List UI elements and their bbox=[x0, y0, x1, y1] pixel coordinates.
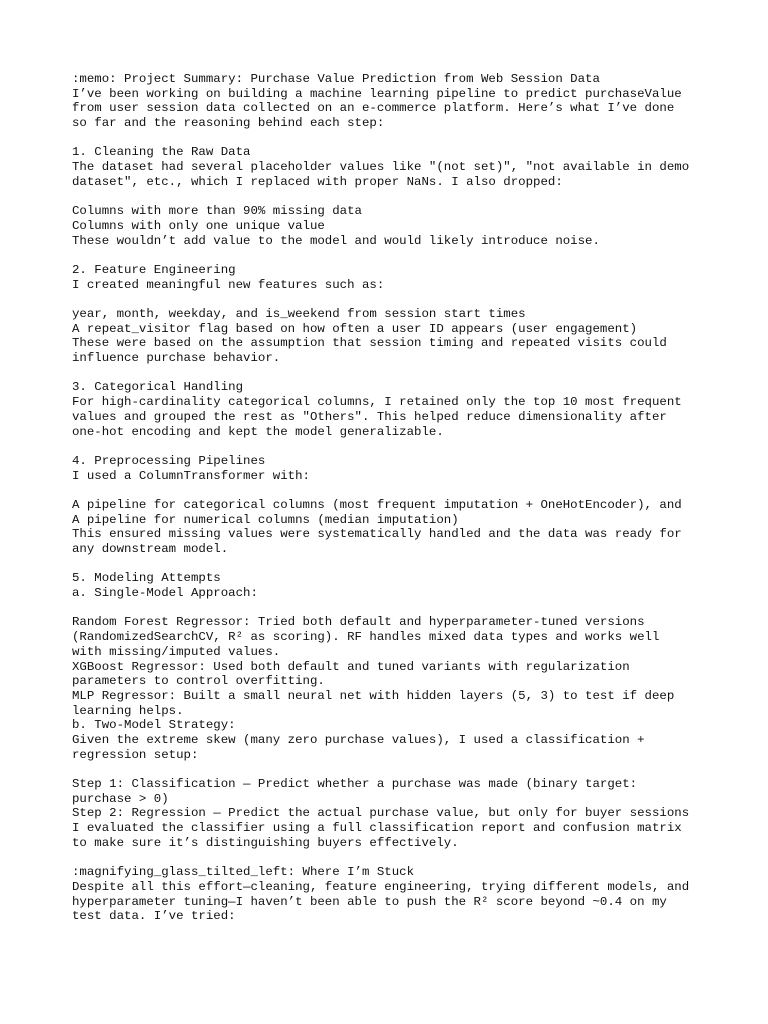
text-line: This ensured missing values were systematically handled and the data was ready for bbox=[72, 527, 682, 542]
text-line: For high-cardinality categorical columns, I retained only the top 10 most frequent bbox=[72, 395, 682, 410]
text-line: so far and the reasoning behind each step: bbox=[72, 116, 385, 131]
text-line: Step 2: Regression — Predict the actual purchase value, but only for buyer sessions bbox=[72, 806, 690, 821]
text-line: parameters to control overfitting. bbox=[72, 674, 325, 689]
blank-line bbox=[72, 483, 712, 498]
text-line: any downstream model. bbox=[72, 542, 229, 556]
text-line: test data. I’ve tried: bbox=[72, 909, 236, 924]
document-page bbox=[72, 72, 712, 924]
text-line: influence purchase behavior. bbox=[72, 351, 281, 366]
text-line: a. Single-Model Approach: bbox=[72, 586, 258, 601]
text-line: :magnifying_glass_tilted_left: Where I’m Stuck bbox=[72, 865, 415, 880]
text-line: 4. Preprocessing Pipelines bbox=[72, 453, 266, 468]
blank-line bbox=[72, 190, 712, 205]
text-line: I used a ColumnTransformer with: bbox=[72, 468, 310, 483]
text-line: These were based on the assumption that session timing and repeated visits could bbox=[72, 336, 667, 351]
blank-line bbox=[72, 762, 712, 777]
blank-line bbox=[72, 601, 712, 616]
blank-line bbox=[72, 292, 712, 307]
text-line: 1. Cleaning the Raw Data bbox=[72, 145, 251, 160]
text-line: with missing/imputed values. bbox=[72, 644, 281, 659]
text-line: Despite all this effort—cleaning, feature engineering, trying different models, and bbox=[72, 879, 690, 894]
text-line: These wouldn’t add value to the model and would likely introduce noise. bbox=[72, 233, 600, 248]
text-line: 5. Modeling Attempts bbox=[72, 571, 221, 586]
text-line: :memo: Project Summary: Purchase Value Prediction from Web Session Data bbox=[72, 72, 600, 86]
text-line: to make sure it’s distinguishing buyers effectively. bbox=[72, 835, 459, 850]
blank-line bbox=[72, 248, 712, 263]
text-line: I evaluated the classifier using a full classification report and confusion matrix bbox=[72, 821, 682, 836]
text-line: hyperparameter tuning—I haven’t been able to push the R² score beyond ~0.4 on my bbox=[72, 894, 667, 909]
text-line: one-hot encoding and kept the model generalizable. bbox=[72, 424, 444, 439]
text-line: Random Forest Regressor: Tried both default and hyperparameter-tuned versions bbox=[72, 615, 645, 630]
text-line: 2. Feature Engineering bbox=[72, 262, 236, 277]
text-line: The dataset had several placeholder values like "(not set)", "not available in demo bbox=[72, 160, 690, 175]
text-line: Columns with more than 90% missing data bbox=[72, 204, 362, 219]
text-line: purchase > 0) bbox=[72, 791, 169, 806]
text-line: dataset", etc., which I replaced with proper NaNs. I also dropped: bbox=[72, 174, 563, 189]
text-line: from user session data collected on an e-commerce platform. Here’s what I’ve done bbox=[72, 101, 675, 116]
blank-line bbox=[72, 439, 712, 454]
text-line: regression setup: bbox=[72, 747, 199, 762]
text-line: A pipeline for categorical columns (most frequent imputation + OneHotEncoder), and bbox=[72, 497, 682, 512]
text-line: Step 1: Classification — Predict whether a purchase was made (binary target: bbox=[72, 777, 638, 791]
text-line: values and grouped the rest as "Others". This helped reduce dimensionality after bbox=[72, 409, 667, 424]
text-line: I created meaningful new features such as: bbox=[72, 277, 385, 292]
text-line: Columns with only one unique value bbox=[72, 218, 325, 233]
text-line: MLP Regressor: Built a small neural net with hidden layers (5, 3) to test if deep bbox=[72, 688, 675, 703]
text-line: I’ve been working on building a machine learning pipeline to predict purchaseValue bbox=[72, 86, 682, 101]
blank-line bbox=[72, 366, 712, 381]
blank-line bbox=[72, 557, 712, 572]
text-line: Given the extreme skew (many zero purchase values), I used a classification + bbox=[72, 732, 645, 747]
blank-line bbox=[72, 850, 712, 865]
text-line: XGBoost Regressor: Used both default and tuned variants with regularization bbox=[72, 659, 630, 674]
text-line: (RandomizedSearchCV, R² as scoring). RF handles mixed data types and works well bbox=[72, 630, 660, 645]
text-line: A pipeline for numerical columns (median imputation) bbox=[72, 512, 459, 527]
text-line: 3. Categorical Handling bbox=[72, 380, 244, 395]
text-line: b. Two-Model Strategy: bbox=[72, 718, 236, 733]
text-line: year, month, weekday, and is_weekend from session start times bbox=[72, 307, 526, 321]
text-line: learning helps. bbox=[72, 703, 184, 718]
blank-line bbox=[72, 131, 712, 146]
text-line: A repeat_visitor flag based on how often a user ID appears (user engagement) bbox=[72, 321, 638, 336]
